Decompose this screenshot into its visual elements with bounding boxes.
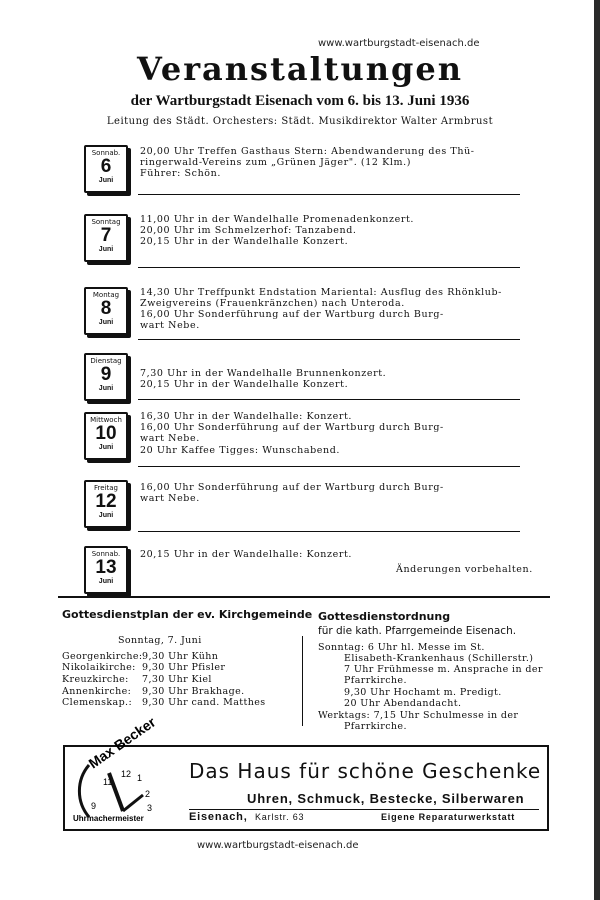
church-name: Nikolaikirche: [62, 662, 136, 673]
clock-number: 1 [137, 773, 143, 783]
day-number: 9 [100, 364, 112, 385]
logo-name-text: Max Becker [85, 713, 159, 772]
catholic-line: Werktags: 7,15 Uhr Schulmesse in der [318, 710, 519, 721]
divider [138, 399, 520, 400]
event-line: wart Nebe. [140, 433, 200, 444]
church-time: 9,30 Uhr cand. Matthes [142, 697, 266, 708]
catholic-line: Pfarrkirche. [344, 721, 407, 732]
event-line: Führer: Schön. [140, 168, 221, 179]
divider [138, 339, 520, 340]
clock-number: 3 [147, 803, 153, 813]
divider [138, 267, 520, 268]
church-time: 7,30 Uhr Kiel [142, 674, 212, 685]
event-line: 16,00 Uhr Sonderführung auf der Wartburg durch Burg- [140, 422, 444, 433]
protestant-day: Sonntag, 7. Juni [118, 635, 202, 646]
date-box-12 [84, 480, 128, 528]
page-subtitle: der Wartburgstadt Eisenach vom 6. bis 13. Juni 1936 [130, 93, 470, 109]
weekday-label: Sonnab. [91, 149, 121, 157]
weekday-label: Dienstag [90, 357, 122, 365]
month-label: Juni [98, 177, 114, 184]
weekday-label: Sonntag [91, 218, 121, 226]
event-line: 20,15 Uhr in der Wandelhalle Konzert. [140, 379, 349, 390]
church-name: Kreuzkirche: [62, 674, 129, 685]
catholic-line: Pfarrkirche. [344, 675, 407, 686]
event-line: 20,15 Uhr in der Wandelhalle Konzert. [140, 236, 349, 247]
event-line: 20,00 Uhr im Schmelzerhof: Tanzabend. [140, 225, 357, 236]
church-time: 9,30 Uhr Kühn [142, 651, 219, 662]
catholic-line: Elisabeth-Krankenhaus (Schillerstr.) [344, 653, 534, 664]
clock-number: 9 [91, 801, 97, 811]
ad-slogan: Das Haus für schöne Geschenke [189, 759, 542, 783]
event-line: 14,30 Uhr Treffpunkt Endstation Mariental: Ausflug des Rhönklub- [140, 287, 502, 298]
day-number: 12 [95, 491, 117, 512]
section-divider [58, 596, 550, 598]
date-box-10 [84, 412, 128, 460]
church-name: Georgenkirche: [62, 651, 143, 662]
church-time: 9,30 Uhr Brakhage. [142, 686, 245, 697]
month-label: Juni [98, 444, 114, 451]
weekday-label: Mittwoch [90, 416, 122, 424]
changes-note: Änderungen vorbehalten. [396, 564, 533, 575]
date-box-9 [84, 353, 128, 401]
divider [138, 531, 520, 532]
month-label: Juni [98, 385, 114, 392]
month-label: Juni [98, 578, 114, 585]
event-line: 16,00 Uhr Sonderführung auf der Wartburg durch Burg- [140, 482, 444, 493]
day-number: 8 [100, 298, 112, 319]
event-line: 16,00 Uhr Sonderführung auf der Wartburg durch Burg- [140, 309, 444, 320]
clock-number: 12 [121, 769, 132, 779]
event-line: ringerwald-Vereins zum „Grünen Jäger". (12 Klm.) [140, 157, 412, 168]
event-line: 20,00 Uhr Treffen Gasthaus Stern: Abendwanderung des Thü- [140, 146, 475, 157]
url-top[interactable]: www.wartburgstadt-eisenach.de [318, 38, 480, 49]
event-line: wart Nebe. [140, 493, 200, 504]
event-line: 20,15 Uhr in der Wandelhalle: Konzert. [140, 549, 352, 560]
divider [138, 194, 520, 195]
day-number: 7 [100, 225, 112, 246]
protestant-heading: Gottesdienstplan der ev. Kirchgemeinde [62, 608, 313, 621]
catholic-line: 7 Uhr Frühmesse m. Ansprache in der [344, 664, 543, 675]
orchestra-leader-line: Leitung des Städt. Orchesters: Städt. Musikdirektor Walter Armbrust [106, 116, 494, 127]
date-box-6 [84, 145, 128, 193]
divider [138, 466, 520, 467]
church-name: Annenkirche: [62, 686, 132, 697]
event-line: Zweigvereins (Frauenkränzchen) nach Unteroda. [140, 298, 405, 309]
weekday-label: Montag [92, 291, 120, 299]
catholic-heading: Gottesdienstordnung [318, 610, 451, 623]
date-box-13 [84, 546, 128, 594]
event-line: 20 Uhr Kaffee Tigges: Wunschabend. [140, 445, 341, 456]
catholic-subheading: für die kath. Pfarrgemeinde Eisenach. [318, 625, 517, 637]
ad-city: Eisenach, [189, 811, 248, 823]
event-line: 11,00 Uhr in der Wandelhalle Promenadenkonzert. [140, 214, 414, 225]
day-number: 6 [100, 156, 112, 177]
month-label: Juni [98, 512, 114, 519]
clock-logo [71, 713, 191, 823]
catholic-line: Sonntag: 6 Uhr hl. Messe im St. [318, 642, 485, 653]
date-box-8 [84, 287, 128, 335]
page-title: Veranstaltungen [136, 50, 464, 88]
clock-number: 2 [145, 789, 151, 799]
ad-products: Uhren, Schmuck, Bestecke, Silberwaren [247, 791, 525, 806]
church-time: 9,30 Uhr Pfisler [142, 662, 226, 673]
date-box-7 [84, 214, 128, 262]
weekday-label: Sonnab. [91, 550, 121, 558]
event-line: wart Nebe. [140, 320, 200, 331]
event-line: 7,30 Uhr in der Wandelhalle Brunnenkonzert. [140, 368, 387, 379]
column-divider [302, 636, 303, 726]
clock-number: 11 [103, 777, 113, 787]
event-line: 16,30 Uhr in der Wandelhalle: Konzert. [140, 411, 352, 422]
month-label: Juni [98, 319, 114, 326]
catholic-line: 20 Uhr Abendandacht. [344, 698, 462, 709]
url-bottom[interactable]: www.wartburgstadt-eisenach.de [197, 840, 359, 851]
day-number: 13 [95, 557, 117, 578]
ad-workshop: Eigene Reparaturwerkstatt [381, 812, 516, 822]
ad-street: Karlstr. 63 [255, 812, 305, 822]
weekday-label: Freitag [94, 484, 118, 492]
ad-divider [189, 809, 539, 810]
month-label: Juni [98, 246, 114, 253]
day-number: 10 [95, 423, 117, 444]
logo-sub-text: Uhrmachermeister [73, 814, 144, 823]
catholic-line: 9,30 Uhr Hochamt m. Predigt. [344, 687, 502, 698]
church-name: Clemenskap.: [62, 697, 133, 708]
